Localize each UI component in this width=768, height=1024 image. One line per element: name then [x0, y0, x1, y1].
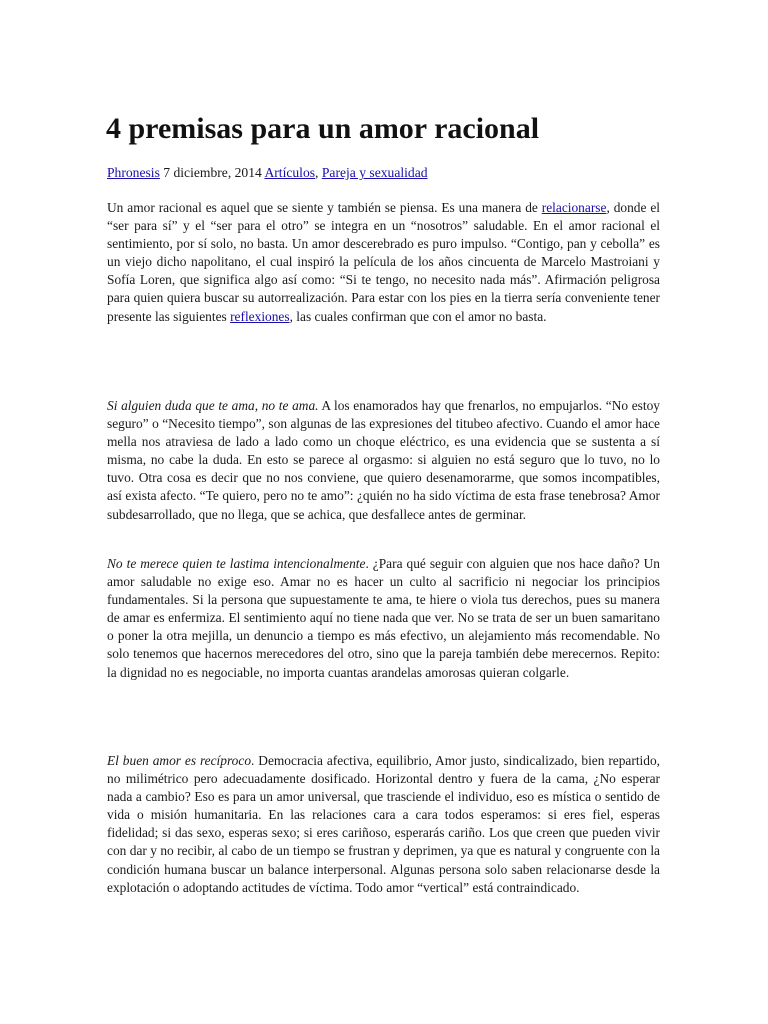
- article-meta: [107, 164, 428, 182]
- premise-paragraph-2: [107, 555, 660, 682]
- article-title: 4 premisas para un amor racional: [106, 112, 540, 145]
- premise-heading-1: Si alguien duda que te ama, no te ama.: [107, 398, 319, 413]
- premise-body-1: A los enamorados hay que frenarlos, no empujarlos. “No estoy seguro” o “Necesito tiempo”, son algunas de las expresiones del titubeo afectivo. Cuando el amor hace mella nos atraviesa de lado a lado como un choque eléctrico, es una evidencia que se sustenta a sí misma, no cabe la duda. En esto se parece al orgasmo: si alguien no está seguro que lo tuvo, no lo tuvo. Otra cosa es decir que no nos conviene, que quiero desenamorarme, que somos incompatibles, así exista afecto. “Te quiero, pero no te amo”: ¿quién no ha sido víctima de esta frase tenebrosa? Amor subdesarrollado, que no llega, que se achica, que desfallece antes de germinar.: [107, 398, 660, 522]
- premise-heading-3: El buen amor es recíproco: [107, 753, 252, 768]
- premise-paragraph-3: [107, 752, 660, 897]
- category-separator: ,: [315, 165, 322, 180]
- premise-body-2: . ¿Para qué seguir con alguien que nos hace daño? Un amor saludable no exige eso. Amar no es hacer un culto al sacrificio ni negociar los principios fundamentales. Si la persona que supuestamente te ama, te hiere o viola tus derechos, pues su manera de amar es enfermiza. El sentimiento aquí no tiene nada que ver. No se trata de ser un buen samaritano o poner la otra mejilla, un denuncio a tiempo es más efectivo, un alejamiento más recomendable. No solo tenemos que hacernos merecedores del otro, sino que la pareja también debe merecernos. Repito: la dignidad no es negociable, no importa cuantas arandelas amorosas quieran colgarle.: [107, 556, 660, 680]
- category-link-pareja[interactable]: Pareja y sexualidad: [321, 165, 428, 180]
- intro-text-3: , las cuales confirman que con el amor no basta.: [289, 308, 547, 324]
- premise-body-3: . Democracia afectiva, equilibrio, Amor justo, sindicalizado, bien repartido, no milimétrico pero adecuadamente dosificado. Horizontal dentro y fuera de la cama, ¿No esperar nada a cambio? Eso es para un amor universal, que trasciende el individuo, eso es mística o sentido de vida o misión humanitaria. En las relaciones cara a cara todos esperamos: si eres fiel, esperas fidelidad; si das sexo, esperas sexo; si eres cariñoso, esperarás cariño. Los que creen que pueden vivir con dar y no recibir, al cabo de un tiempo se frustran y deprimen, ya que es natural y congruente con la condición humana buscar un balance interpersonal. Algunas persona solo saben relacionarse desde la explotación o adoptando actitudes de víctima. Todo amor “vertical” está contraindicado.: [107, 753, 661, 895]
- intro-text-1: Un amor racional es aquel que se siente y también se piensa. Es una manera de: [107, 200, 542, 215]
- relacionarse-link[interactable]: relacionarse: [541, 200, 607, 215]
- premise-paragraph-1: [107, 397, 660, 524]
- category-link-articulos[interactable]: Artículos: [264, 165, 316, 180]
- reflexiones-link[interactable]: reflexiones: [230, 308, 290, 324]
- publish-date: 7 diciembre, 2014: [159, 165, 265, 180]
- premise-heading-2: No te merece quien te lastima intencionalmente: [107, 556, 366, 571]
- intro-paragraph: [107, 199, 660, 326]
- author-link[interactable]: Phronesis: [107, 165, 160, 180]
- intro-text-2: , donde el “ser para sí” y el “ser para el otro” se integra en un “nosotros” saludable. En el amor racional el sentimiento, por sí solo, no basta. Un amor descerebrado es puro impulso. “Contigo, pan y cebolla” es un viejo dicho napolitano, el cual inspiró la película de los años cincuenta de Marcelo Mastroiani y Sofía Loren, que significa algo así como: “Si te tengo, no necesito nada más”. Afirmación peligrosa para quien quiera buscar su autorrealización. Para estar con los pies en la tierra sería conveniente tener presente las siguientes: [107, 200, 660, 324]
